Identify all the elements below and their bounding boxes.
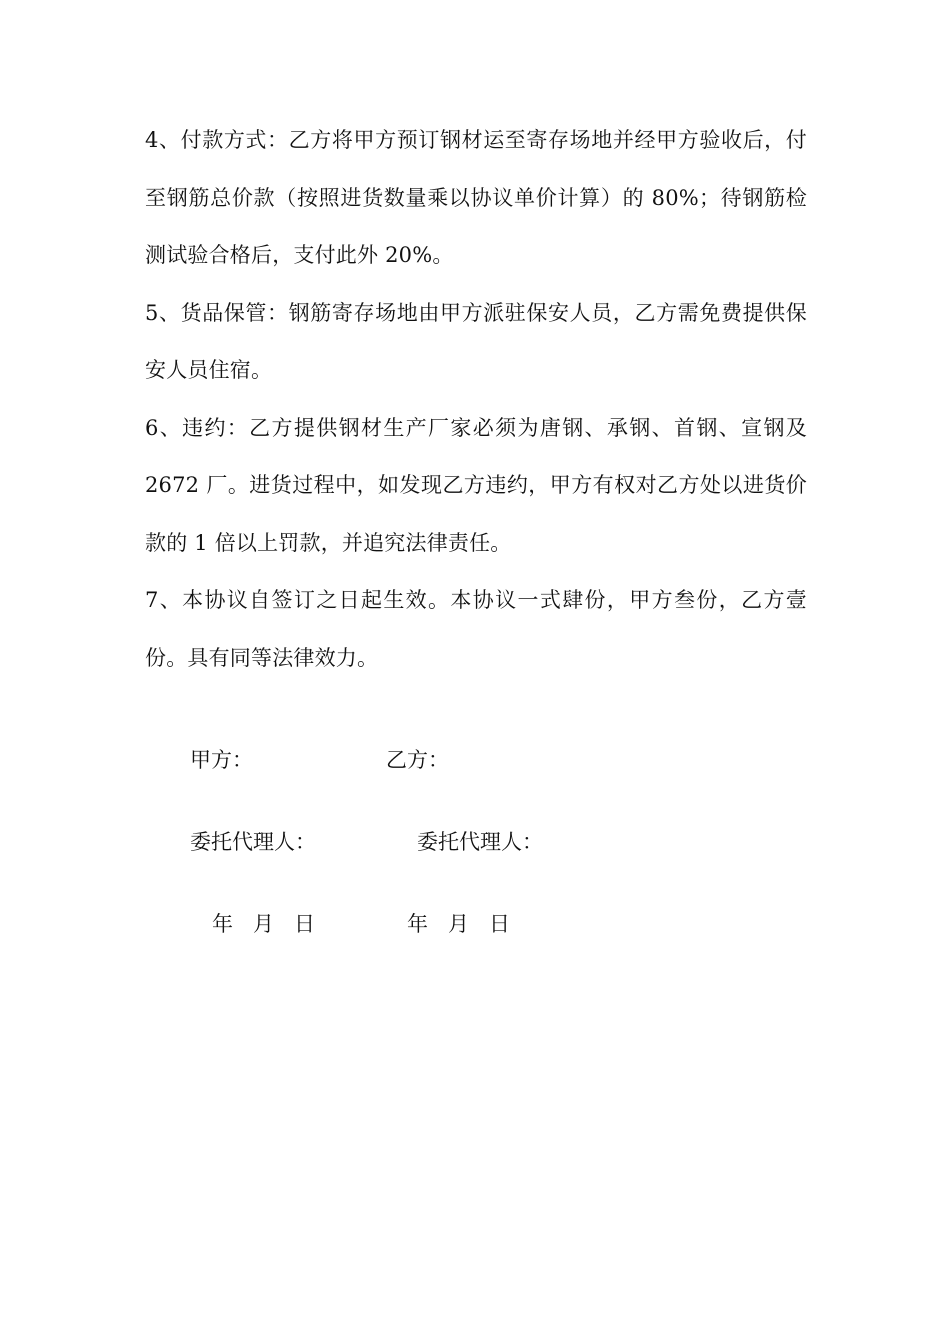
agent-a-label: 委托代理人： (190, 830, 316, 854)
agent-b-label: 委托代理人： (417, 830, 543, 854)
clause-breach: 6、违约：乙方提供钢材生产厂家必须为唐钢、承钢、首钢、宣钢及 2672 厂。进货过程中，如发现乙方违约，甲方有权对乙方处以进货价款的 1 倍以上罚款，并追究法律责任。 (145, 415, 807, 555)
clause-effect: 7、本协议自签订之日起生效。本协议一式肆份，甲方叁份，乙方壹份。具有同等法律效力。 (145, 588, 807, 670)
date-b: 年 月 日 (407, 912, 511, 936)
date-a: 年 月 日 (212, 912, 316, 936)
agreement-clauses (145, 112, 807, 687)
party-b-label: 乙方： (386, 748, 449, 772)
party-a-label: 甲方： (190, 748, 253, 772)
clause-storage: 5、货品保管：钢筋寄存场地由甲方派驻保安人员，乙方需免费提供保安人员住宿。 (145, 300, 807, 382)
clause-payment: 4、付款方式：乙方将甲方预订钢材运至寄存场地并经甲方验收后，付至钢筋总价款（按照进货数量乘以协议单价计算）的 80%；待钢筋检测试验合格后，支付此外 20%。 (145, 128, 807, 267)
